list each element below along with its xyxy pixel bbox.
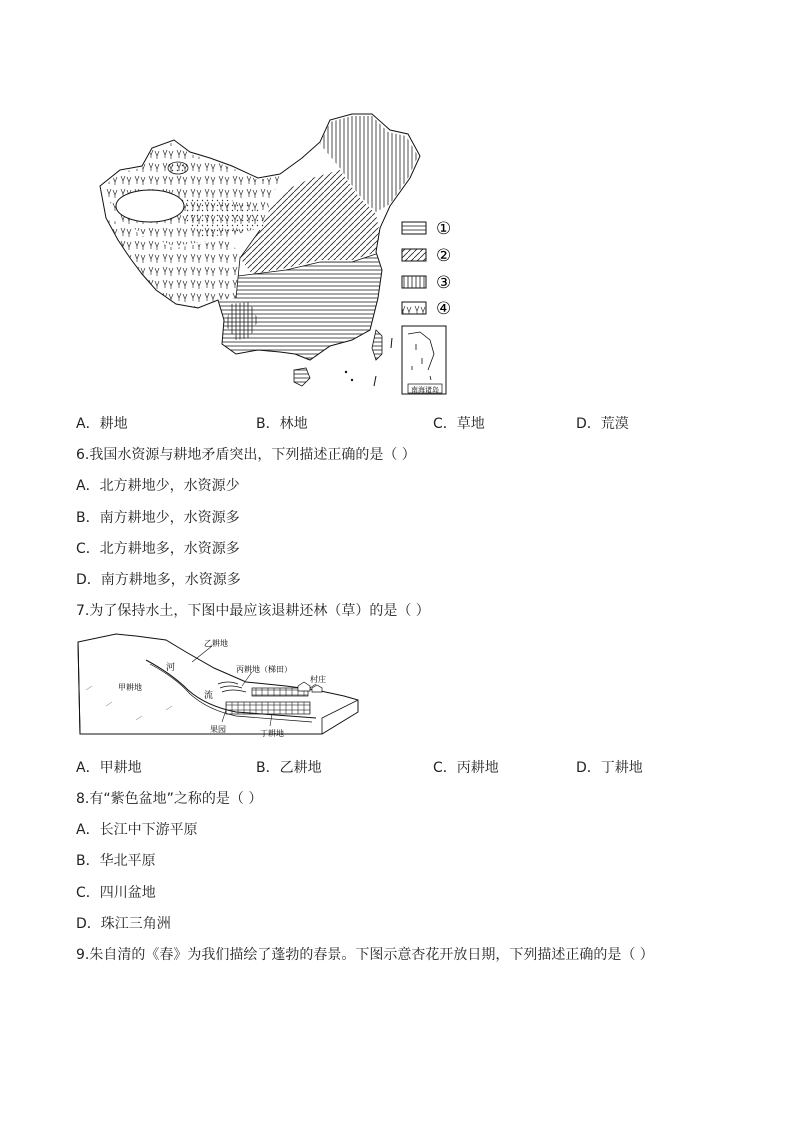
q7-stem: 7.为了保持水土，下图中最应该退耕还林（草）的是（ ）: [76, 603, 430, 619]
q5-option-c[interactable]: C．草地: [433, 416, 485, 432]
legend-label-3: ③: [436, 273, 452, 293]
q7-option-b[interactable]: B．乙耕地: [256, 760, 322, 776]
legend-swatch-1: [402, 222, 426, 234]
q8-stem: 8.有“紫色盆地”之称的是（ ）: [76, 791, 263, 807]
q5-option-a[interactable]: A．耕地: [76, 416, 128, 432]
legend-label-2: ②: [436, 246, 452, 266]
q8-option-c[interactable]: C．四川盆地: [76, 885, 156, 901]
china-land-use-map: [90, 108, 462, 398]
q5-option-b[interactable]: B．林地: [256, 416, 308, 432]
label-bing-farmland: 丙耕地（梯田）: [236, 665, 292, 674]
q6-option-c[interactable]: C．北方耕地多，水资源多: [76, 541, 240, 557]
legend-label-4: ④: [436, 299, 452, 319]
q7-option-c[interactable]: C．丙耕地: [433, 760, 499, 776]
q7-option-a[interactable]: A．甲耕地: [76, 760, 142, 776]
legend-swatch-2: [402, 249, 426, 261]
inset-label: 南海诸岛: [411, 386, 439, 394]
legend-label-1: ①: [436, 219, 452, 239]
q6-stem: 6.我国水资源与耕地矛盾突出，下列描述正确的是（ ）: [76, 447, 416, 463]
q7-option-d[interactable]: D．丁耕地: [576, 760, 643, 776]
label-river-2: 流: [204, 691, 214, 701]
q9-stem: 9.朱自清的《春》为我们描绘了蓬勃的春景。下图示意杏花开放日期，下列描述正确的是（ ）: [76, 947, 654, 963]
label-yi-farmland: 乙耕地: [204, 639, 228, 648]
q6-option-a[interactable]: A．北方耕地少，水资源少: [76, 478, 240, 494]
legend-swatch-3: [402, 276, 426, 288]
label-jia-farmland: 甲耕地: [118, 683, 142, 692]
label-village: 村庄: [310, 675, 326, 684]
label-river-1: 河: [166, 663, 176, 673]
q6-option-b[interactable]: B．南方耕地少，水资源多: [76, 510, 240, 526]
label-orchard: 果园: [210, 725, 226, 734]
q8-option-d[interactable]: D．珠江三角洲: [76, 916, 171, 932]
slope-farmland-diagram: [76, 630, 366, 742]
legend-swatch-4: [402, 302, 426, 314]
q5-option-d[interactable]: D．荒漠: [576, 416, 629, 432]
q8-option-a[interactable]: A．长江中下游平原: [76, 822, 198, 838]
q6-option-d[interactable]: D．南方耕地多，水资源多: [76, 572, 241, 588]
label-ding-farmland: 丁耕地: [260, 729, 284, 738]
q8-option-b[interactable]: B．华北平原: [76, 853, 156, 869]
